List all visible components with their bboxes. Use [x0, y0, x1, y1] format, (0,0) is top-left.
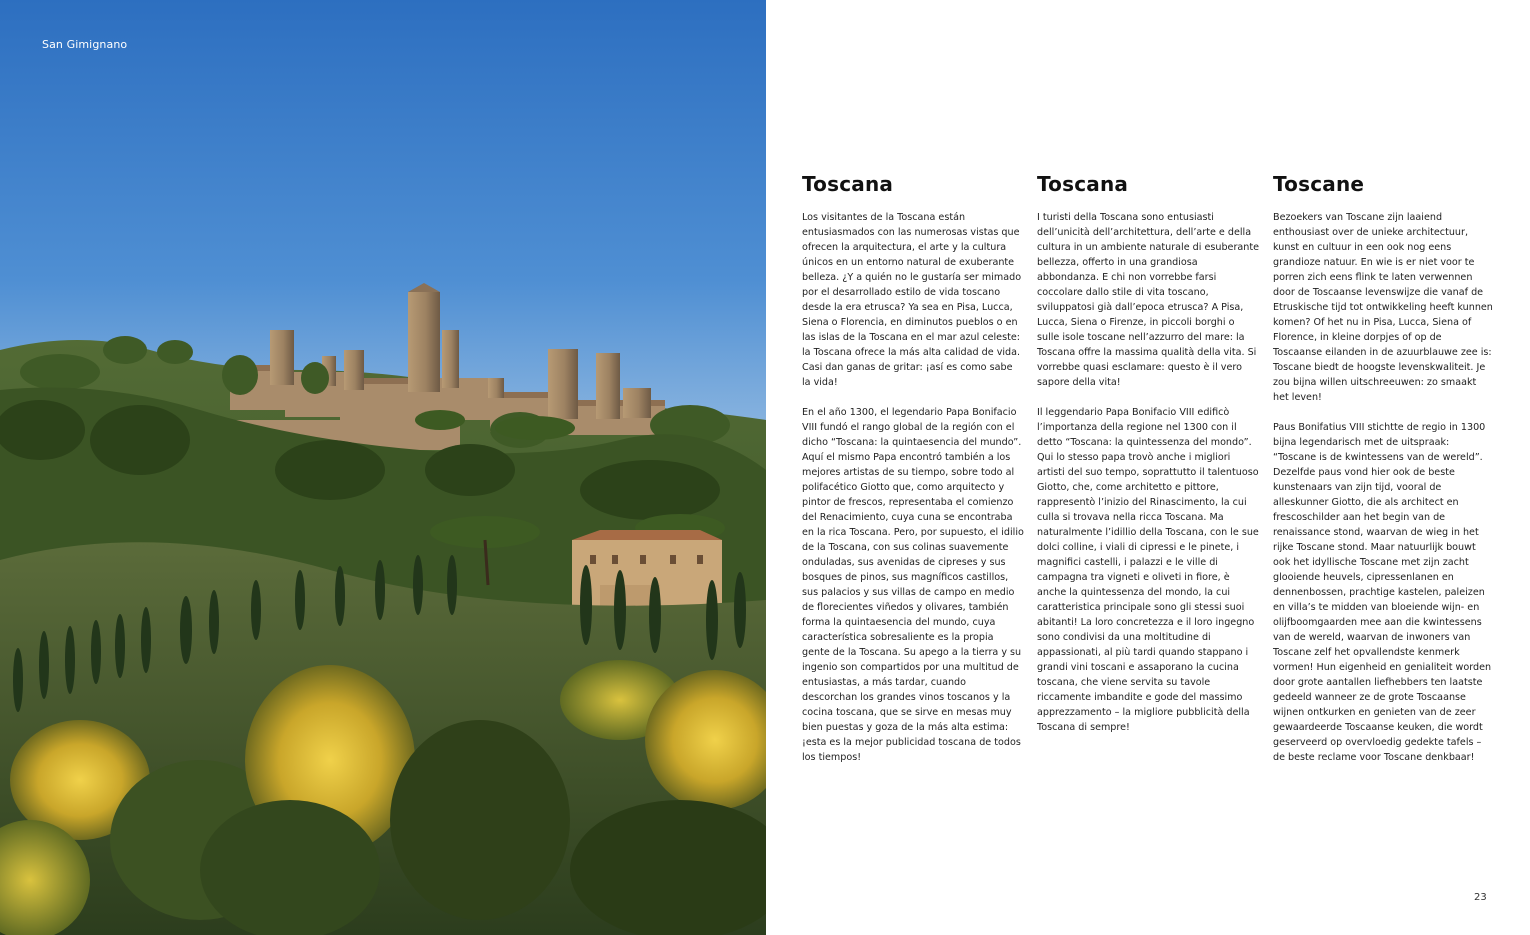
paragraph: En el año 1300, el legendario Papa Bonifacio VIII fundó el rango global de la región con el dicho “Toscana: la quintaesencia del mundo”. Aquí el mismo Papa encontró también a los mejores artistas de su tiempo, sobre todo al polifacético Giotto que, como arquitecto y pintor de frescos, representaba el comienzo del Renacimiento, cuya cuna se encontraba en la rica Toscana. Pero, por supuesto, el idilio de la Toscana, con sus colinas suavemente onduladas, sus avenidas de cipreses y sus bosques de pinos, sus magníficos castillos, sus palacios y sus villas de campo en medio de florecientes viñedos y olivares, también forma la quintaesencia del mundo, cuya característica sobresaliente es la propia gente de la Toscana. Su apego a la tierra y su ingenio son compartidos por una multitud de entusiastas, a más tardar, cuando descorchan los grandes vinos toscanos y la cocina toscana, que se sirve en mesas muy bien puestas y goza de la más alta estima: ¡esta es la mejor publicidad toscana de todos los tiempos!	[802, 407, 1024, 763]
page-number: 23	[1474, 892, 1487, 903]
paragraph: Paus Bonifatius VIII stichtte de regio in 1300 bijna legendarisch met de uitspraak: “Toscane is de kwintessens van de wereld”. Dezelfde paus vond hier ook de beste kunstenaars van zijn tijd, vooral de alleskunner Giotto, die als architect en frescoschilder aan het begin van de renaissance stond, waarvan de wieg in het rijke Toscane stond. Maar natuurlijk bouwt ook het idyllische Toscane met zijn zacht glooiende heuvels, cipressenlanen en dennenbossen, prachtige kastelen, paleizen en villa’s te midden van bloeiende wijn- en olijfboomgaarden mee aan die kwintessens van de wereld, waarvan de inwoners van Toscane zelf het opvallendste kenmerk vormen! Hun eigenheid en genialiteit worden door grote aantallen liefhebbers ten laatste gedeeld wanneer ze de grote Toscaanse wijnen ontkurken en genieten van de zeer gewaardeerde Toscaanse keuken, die wordt geserveerd op overvloedig gedekte tafels – de beste reclame voor Toscane denkbaar!	[1273, 422, 1492, 763]
paragraph: Il leggendario Papa Bonifacio VIII edificò l’importanza della regione nel 1300 con il detto “Toscana: la quintessenza del mondo”. Qui lo stesso papa trovò anche i migliori artisti del suo tempo, soprattutto il talentuoso Giotto, che, come architetto e pittore, rappresentò l’inizio del Rinascimento, la cui culla si trovava nella ricca Toscana. Ma naturalmente l’idillio della Toscana, con le sue dolci colline, i viali di cipressi e le pinete, i magnifici castelli, i palazzi e le ville di campagna tra vigneti e oliveti in fiore, è anche la quintessenza del mondo, la cui caratteristica principale sono gli stessi suoi abitanti! La loro concretezza e il loro ingegno sono condivisi da una moltitudine di appassionati, al più tardi quando stappano i grandi vini toscani e assaporano la cucina toscana, che viene servita su tavole riccamente imbandite e gode del massimo apprezzamento – la migliore pubblicità della Toscana di sempre!	[1037, 407, 1259, 733]
paragraph: Bezoekers van Toscane zijn laaiend enthousiast over de unieke architectuur, kunst en cultuur in een ook nog eens grandioze natuur. En wie is er niet voor te porren zich eens flink te laten verwennen door de Toscaanse levenswijze die vanaf de Etruskische tijd tot ontwikkeling heeft kunnen komen? Of het nu in Pisa, Lucca, Siena of Florence, in kleine dorpjes of op de Toscaanse eilanden in de azuurblauwe zee is: Toscane biedt de hoogste levenskwaliteit. Je zou bijna willen uitschreeuwen: zo smaakt het leven!	[1273, 212, 1493, 403]
column-heading: Toscane	[1273, 172, 1365, 196]
column-dutch	[1273, 172, 1493, 780]
paragraph: I turisti della Toscana sono entusiasti dell’unicità dell’architettura, dell’arte e della cultura in un ambiente naturale di esuberante bellezza, offerto in una grandiosa abbondanza. E chi non vorrebbe farsi coccolare dallo stile di vita toscano, sviluppatosi già dall’epoca etrusca? A Pisa, Lucca, Siena o Firenze, in piccoli borghi o sulle isole toscane nell’azzurro del mare: la Toscana offre la massima qualità della vita. Si vorrebbe quasi esclamare: questo è il vero sapore della vita!	[1037, 212, 1260, 388]
paragraph: Los visitantes de la Toscana están entusiasmados con las numerosas vistas que ofrecen la arquitectura, el arte y la cultura únicos en un entorno natural de exuberante belleza. ¿Y a quién no le gustaría ser mimado por el desarrollado estilo de vida toscano desde la era etrusca? Ya sea en Pisa, Lucca, Siena o Florencia, en diminutos pueblos o en las islas de la Toscana en el mar azul celeste: la Toscana ofrece la más alta calidad de vida. Casi dan ganas de gritar: ¡así es como sabe la vida!	[802, 212, 1022, 388]
column-heading: Toscana	[1037, 172, 1129, 196]
column-spanish	[802, 172, 1024, 780]
photo-caption: San Gimignano	[42, 38, 128, 51]
column-italian	[1037, 172, 1259, 750]
column-heading: Toscana	[802, 172, 894, 196]
